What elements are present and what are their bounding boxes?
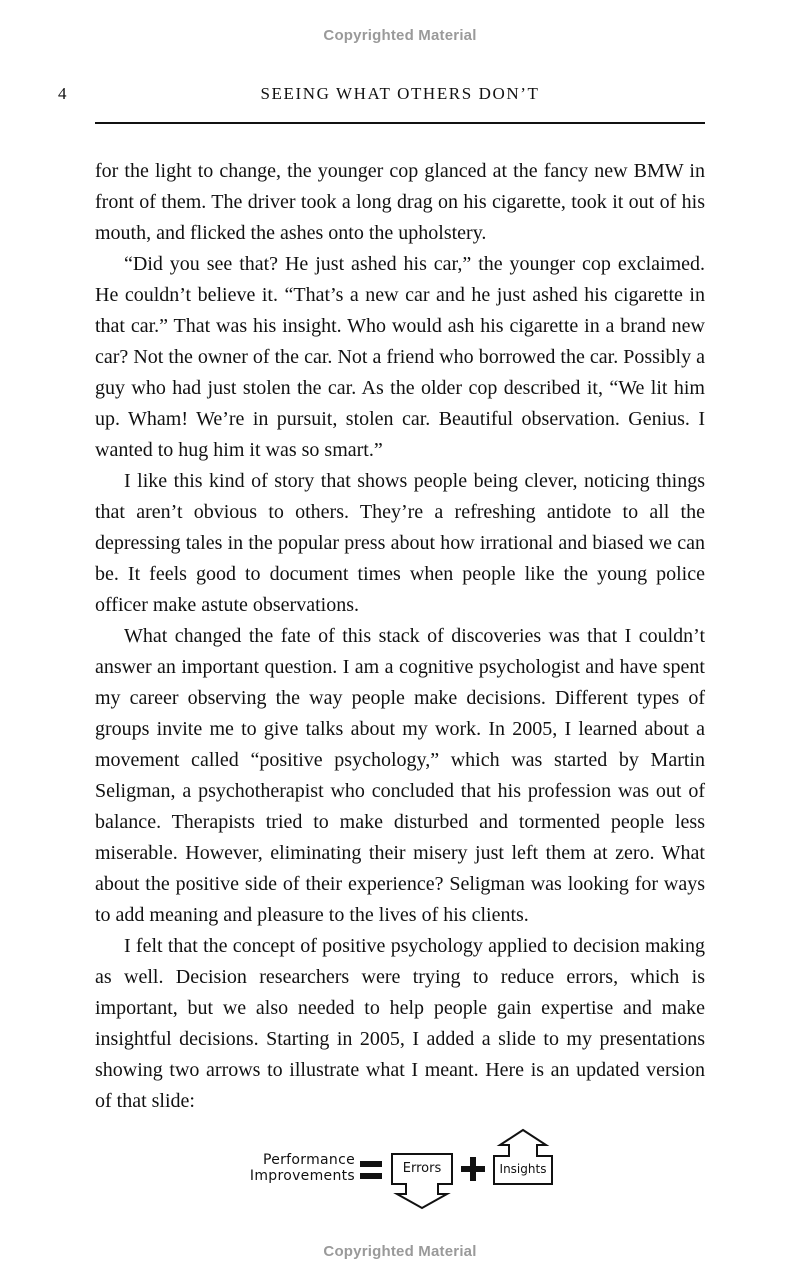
copyright-watermark-top: Copyrighted Material — [323, 27, 477, 44]
header-rule — [95, 122, 705, 124]
equals-sign-icon — [360, 1161, 382, 1179]
running-head: SEEING WHAT OTHERS DON’T — [260, 84, 540, 103]
performance-improvements-figure — [240, 1126, 570, 1216]
page-number: 4 — [58, 84, 67, 103]
paragraph-5: I felt that the concept of positive psychology applied to decision making as well. Decision researchers were trying to reduce errors, which is important, but we also needed to help people gain expertise and make insightful decisions. Starting in 2005, I added a slide to my presentations showing two arrows to illustrate what I meant. Here is an updated version of that slide: — [95, 935, 705, 1112]
paragraph-4: What changed the fate of this stack of discoveries was that I couldn’t answer an important question. I am a cognitive psychologist and have spent my career observing the way people make decisions. Different types of groups invite me to give talks about my work. In 2005, I learned about a movement called “positive psychology,” which was started by Martin Seligman, a psychotherapist who concluded that his profession was out of balance. Therapists tried to make disturbed and tormented people less miserable. However, eliminating their misery just left them at zero. What about the positive side of their experience? Seligman was looking for ways to add meaning and pleasure to the lives of his clients. — [95, 625, 705, 926]
plus-sign-icon — [461, 1157, 485, 1181]
paragraph-2: “Did you see that? He just ashed his car,” the younger cop exclaimed. He couldn’t believe it. “That’s a new car and he just ashed his cigarette in that car.” That was his insight. Who would ash his cigarette in a brand new car? Not the owner of the car. Not a friend who borrowed the car. Possibly a guy who had just stolen the car. As the older cop described it, “We lit him up. Wham! We’re in pursuit, stolen car. Beautiful observation. Genius. I wanted to hug him it was so smart.” — [95, 253, 705, 461]
paragraph-1: for the light to change, the younger cop glanced at the fancy new BMW in front of them. The driver took a long drag on his cigarette, took it out of his mouth, and flicked the ashes onto the upholstery. — [95, 160, 705, 244]
insights-box-label: Insights — [499, 1162, 547, 1176]
figure-label-improvements: Improvements — [249, 1168, 355, 1184]
paragraph-3: I like this kind of story that shows people being clever, noticing things that aren’t obvious to others. They’re a refreshing antidote to all the depressing tales in the popular press about how irrational and biased we can be. It feels good to document times when people like the young police officer make astute observations. — [95, 470, 705, 616]
errors-box-label: Errors — [402, 1161, 442, 1176]
copyright-watermark-bottom: Copyrighted Material — [323, 1243, 477, 1260]
figure-label-performance: Performance — [262, 1152, 355, 1168]
body-text — [95, 156, 705, 1117]
